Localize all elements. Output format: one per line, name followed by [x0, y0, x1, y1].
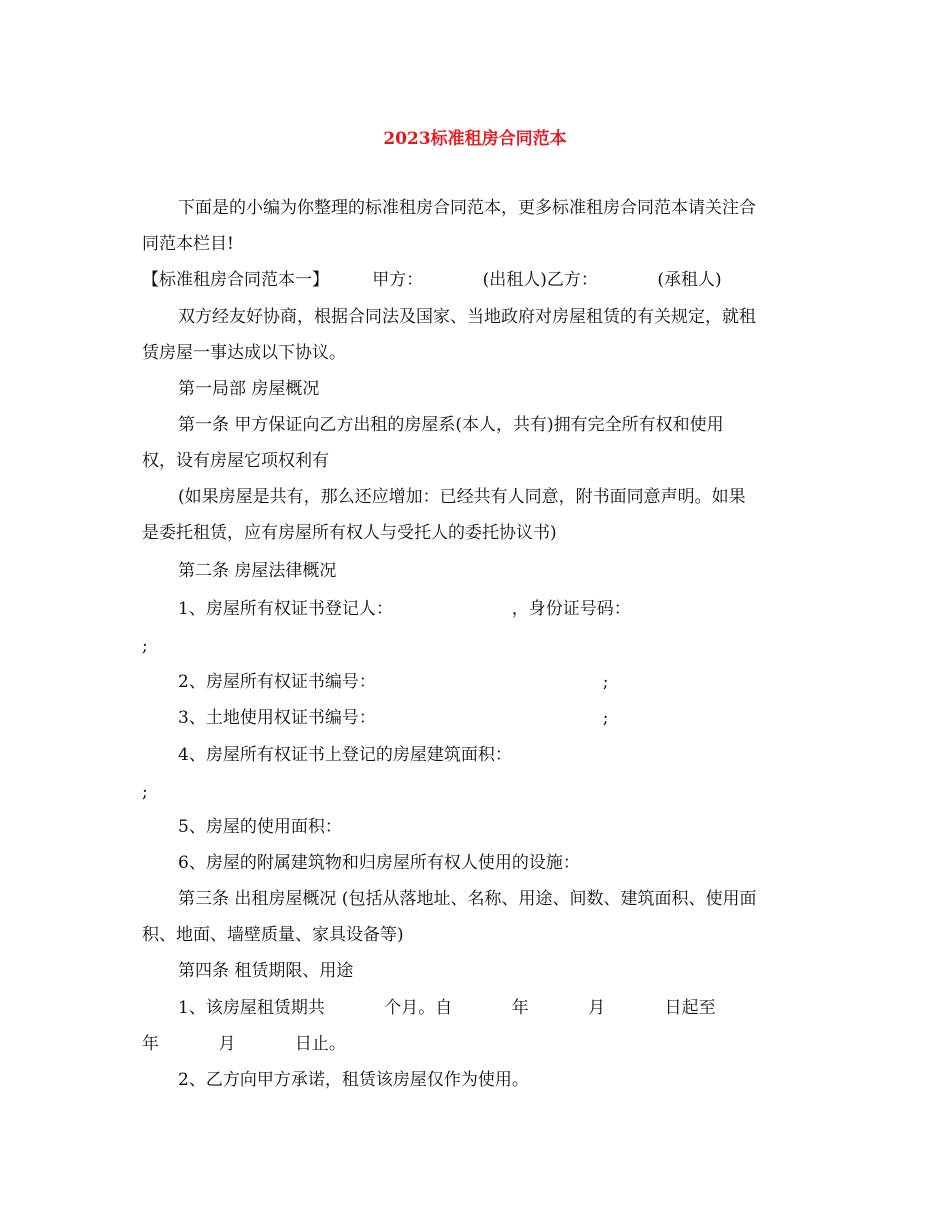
paragraph-line: 1、房屋所有权证书登记人： ，身份证号码： — [178, 599, 631, 619]
paragraph-line: 5、房屋的使用面积： — [178, 817, 342, 837]
paragraph-line: 2、房屋所有权证书编号： ; — [178, 672, 609, 692]
section-heading: 第四条 租赁期限、用途 — [178, 961, 354, 981]
paragraph-line: 6、房屋的附属建筑物和归房屋所有权人使用的设施： — [178, 853, 580, 873]
paragraph-line: 4、房屋所有权证书上登记的房屋建筑面积： — [178, 745, 512, 765]
paragraph-line: 下面是的小编为你整理的标准租房合同范本，更多标准租房合同范本请关注合 — [178, 198, 756, 218]
paragraph-line: 3、土地使用权证书编号： ; — [178, 708, 609, 728]
paragraph-line: 2、乙方向甲方承诺，租赁该房屋仅作为使用。 — [178, 1070, 529, 1090]
paragraph-line: 权，设有房屋它项权利有 — [142, 451, 329, 471]
paragraph-line: 是委托租赁，应有房屋所有权人与受托人的委托协议书) — [142, 523, 557, 543]
paragraph-line: 【标准租房合同范本一】 甲方： (出租人)乙方： (承租人) — [142, 270, 722, 290]
paragraph-line: 年 月 日止。 — [142, 1034, 346, 1054]
section-heading: 第二条 房屋法律概况 — [178, 561, 337, 581]
section-heading: 第一局部 房屋概况 — [178, 379, 320, 399]
document-title: 2023标准租房合同范本 — [383, 129, 567, 149]
paragraph-line: 双方经友好协商，根据合同法及国家、当地政府对房屋租赁的有关规定，就租 — [178, 307, 756, 327]
paragraph-line: (如果房屋是共有，那么还应增加：已经共有人同意，附书面同意声明。如果 — [178, 487, 746, 507]
paragraph-line: ; — [142, 636, 148, 656]
paragraph-line: ; — [142, 782, 148, 802]
paragraph-line: 积、地面、墙壁质量、家具设备等) — [142, 925, 404, 945]
paragraph-line: 第一条 甲方保证向乙方出租的房屋系(本人，共有)拥有完全所有权和使用 — [178, 415, 724, 435]
paragraph-line: 1、该房屋租赁期共 个月。自 年 月 日起至 — [178, 998, 716, 1018]
section-heading: 第三条 出租房屋概况 (包括从落地址、名称、用途、间数、建筑面积、使用面 — [178, 889, 757, 909]
paragraph-line: 赁房屋一事达成以下协议。 — [142, 343, 346, 363]
paragraph-line: 同范本栏目! — [142, 234, 234, 254]
